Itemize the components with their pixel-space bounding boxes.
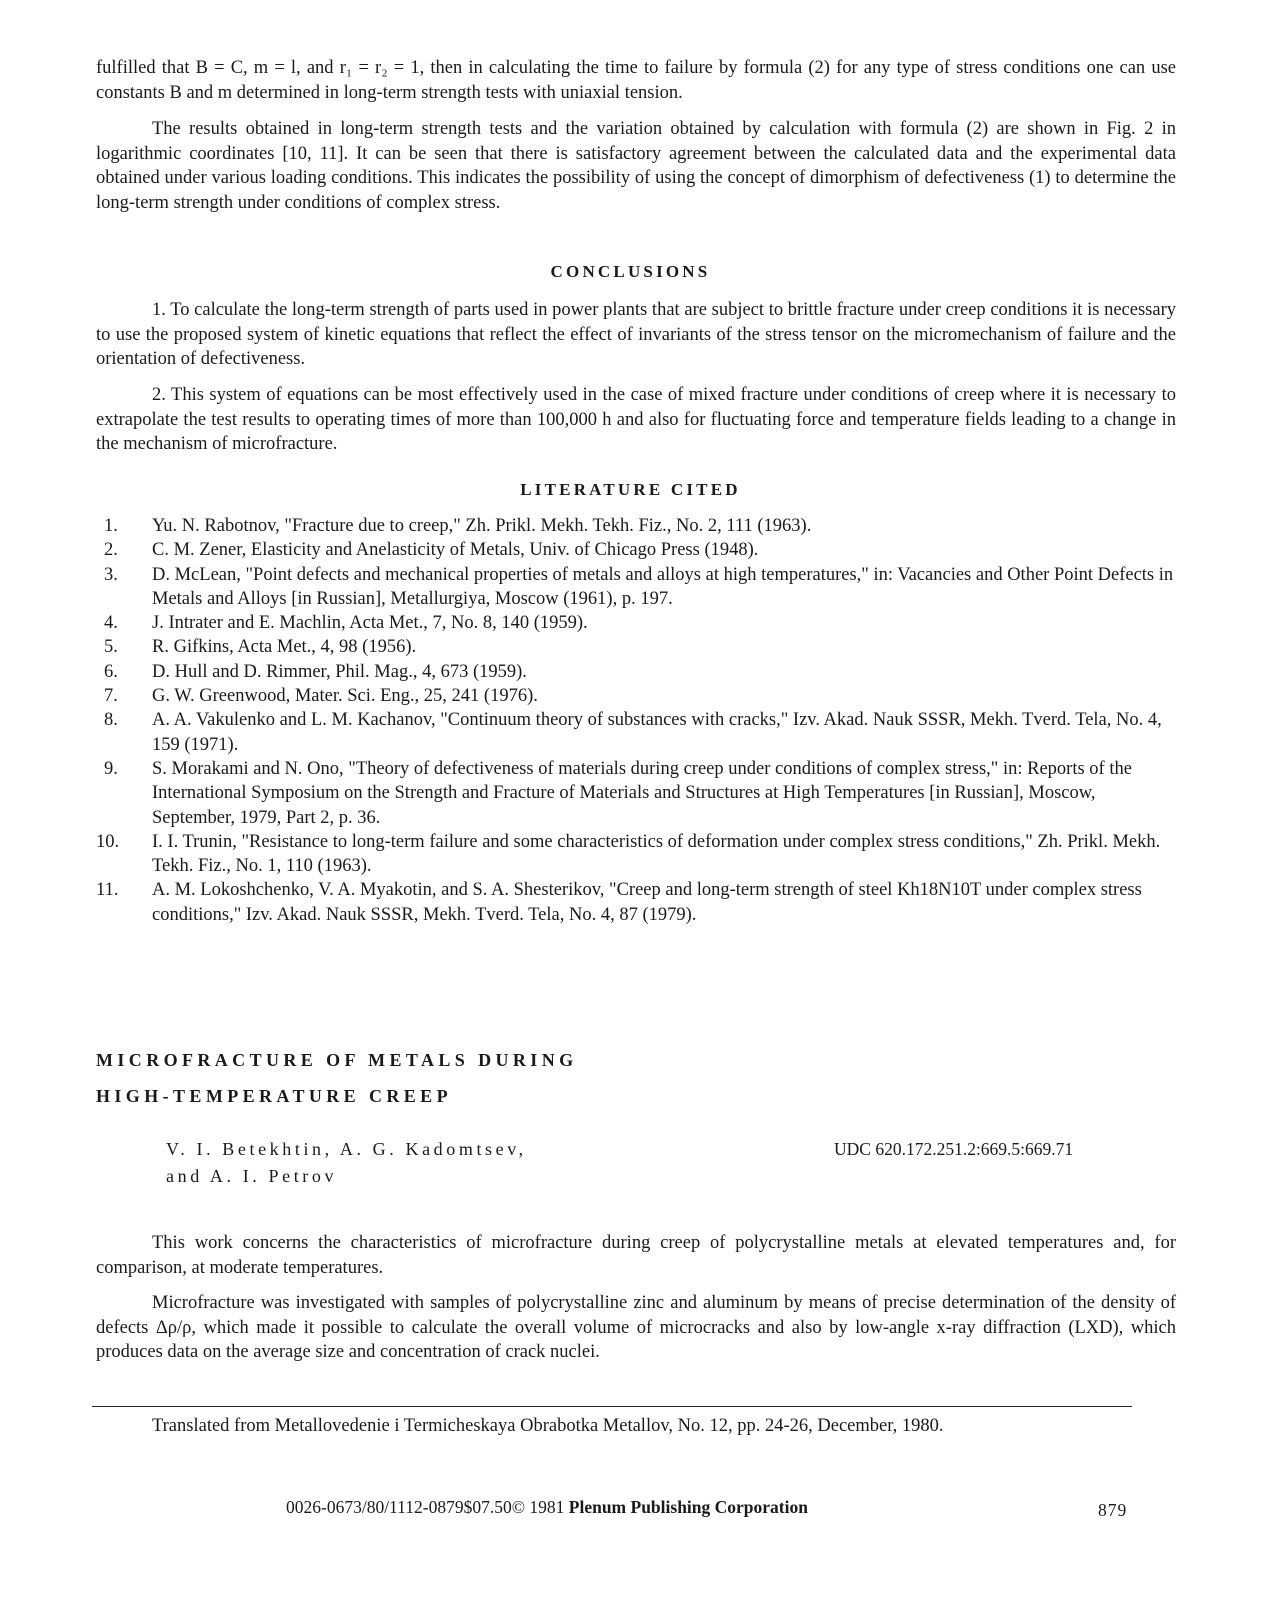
publisher-name: Plenum Publishing Corporation	[568, 1497, 808, 1517]
reference-number: 11.	[96, 880, 119, 901]
reference-number: 8.	[104, 710, 118, 731]
article-title-line-1: MICROFRACTURE OF METALS DURING	[96, 1050, 578, 1070]
reference-item	[96, 757, 1176, 830]
reference-text: A. M. Lokoshchenko, V. A. Myakotin, and S. A. Shesterikov, "Creep and long-term strength of steel Kh18N10T under complex stress conditions," Izv. Akad. Nauk SSSR, Mekh. Tverd. Tela, No. 4, 87 (1979).	[152, 880, 1142, 925]
intro-paragraph-1: fulfilled that B = C, m = l, and r₁ = r₂ = 1, then in calculating the time to failure by formula (2) for any type of stress conditions one can use constants B and m determined in long-term strength tests with uniaxial tension.	[96, 58, 1176, 103]
intro-paragraph-2: The results obtained in long-term strength tests and the variation obtained by calculation with formula (2) are shown in Fig. 2 in logarithmic coordinates [10, 11]. It can be seen that there is satisfactory agreement between the calculated data and the experimental data obtained under various loading conditions. This indicates the possibility of using the concept of dimorphism of defectiveness (1) to determine the long-term strength under conditions of complex stress.	[96, 119, 1176, 213]
reference-item	[96, 708, 1176, 757]
reference-list	[96, 514, 1176, 927]
authors-line-1: V. I. Betekhtin, A. G. Kadomtsev,	[166, 1139, 527, 1159]
reference-item	[96, 514, 1176, 538]
abstract-paragraph-1: This work concerns the characteristics of microfracture during creep of polycrystalline metals at elevated temperatures and, for comparison, at moderate temperatures.	[96, 1233, 1176, 1278]
reference-item	[96, 660, 1176, 684]
reference-text: D. Hull and D. Rimmer, Phil. Mag., 4, 673 (1959).	[152, 661, 527, 682]
reference-text: S. Morakami and N. Ono, "Theory of defectiveness of materials during creep under conditions of complex stress," in: Reports of the International Symposium on the Strength and Fracture of Materials and Structures at High Temperatures [in Russian], Moscow, September, 1979, Part 2, p. 36.	[152, 758, 1132, 828]
reference-item	[96, 830, 1176, 879]
reference-number: 10.	[96, 831, 120, 852]
conclusion-item-2: 2. This system of equations can be most effectively used in the case of mixed fracture under conditions of creep where it is necessary to extrapolate the test results to operating times of more than 100,000 h and also for fluctuating force and temperature fields leading to a change in the mechanism of microfracture.	[96, 385, 1176, 455]
reference-item	[96, 611, 1176, 635]
reference-number: 4.	[104, 613, 118, 634]
abstract-paragraph-2: Microfracture was investigated with samples of polycrystalline zinc and aluminum by means of precise determination of the density of defects Δρ/ρ, which made it possible to calculate the overall volume of microcracks and also by low-angle x-ray diffraction (LXD), which produces data on the average size and concentration of crack nuclei.	[96, 1293, 1176, 1363]
reference-item	[96, 635, 1176, 659]
conclusions-heading: CONCLUSIONS	[550, 262, 711, 281]
reference-text: C. M. Zener, Elasticity and Anelasticity of Metals, Univ. of Chicago Press (1948).	[152, 540, 759, 561]
reference-item	[96, 878, 1176, 927]
reference-text: G. W. Greenwood, Mater. Sci. Eng., 25, 241 (1976).	[152, 686, 538, 707]
reference-number: 3.	[104, 564, 118, 585]
reference-text: Yu. N. Rabotnov, "Fracture due to creep," Zh. Prikl. Mekh. Tekh. Fiz., No. 2, 111 (1963).	[152, 516, 812, 536]
reference-text: R. Gifkins, Acta Met., 4, 98 (1956).	[152, 637, 417, 658]
reference-number: 1.	[104, 516, 118, 536]
literature-heading: LITERATURE CITED	[520, 480, 741, 499]
article-title-line-2: HIGH-TEMPERATURE CREEP	[96, 1086, 452, 1106]
article-authors	[166, 1136, 527, 1190]
udc-code: UDC 620.172.251.2:669.5:669.71	[834, 1139, 1074, 1159]
reference-text: A. A. Vakulenko and L. M. Kachanov, "Continuum theory of substances with cracks," Izv. Akad. Nauk SSSR, Mekh. Tverd. Tela, No. 4, 159 (1971).	[152, 710, 1162, 755]
authors-line-2: and A. I. Petrov	[166, 1166, 338, 1186]
reference-number: 5.	[104, 637, 118, 658]
reference-number: 6.	[104, 661, 118, 682]
copyright-line	[286, 1497, 808, 1518]
reference-number: 2.	[104, 540, 118, 561]
reference-item	[96, 563, 1176, 612]
conclusion-item-1: 1. To calculate the long-term strength of parts used in power plants that are subject to brittle fracture under creep conditions it is necessary to use the proposed system of kinetic equations that reflect the effect of invariants of the stress tensor on the micromechanism of failure and the orientation of defectiveness.	[96, 300, 1176, 370]
page-number: 879	[1098, 1500, 1128, 1520]
footnote-divider	[92, 1406, 1132, 1407]
translation-footnote: Translated from Metallovedenie i Termicheskaya Obrabotka Metallov, No. 12, pp. 24-26, December, 1980.	[152, 1416, 944, 1436]
reference-text: J. Intrater and E. Machlin, Acta Met., 7, No. 8, 140 (1959).	[152, 613, 588, 634]
reference-item	[96, 684, 1176, 708]
reference-text: I. I. Trunin, "Resistance to long-term failure and some characteristics of deformation under complex stress conditions," Zh. Prikl. Mekh. Tekh. Fiz., No. 1, 110 (1963).	[152, 831, 1161, 877]
reference-text: D. McLean, "Point defects and mechanical properties of metals and alloys at high temperatures," in: Vacancies and Other Point Defects in Metals and Alloys [in Russian], Metallurgiya, Moscow (1961), p. 197.	[152, 564, 1174, 609]
reference-number: 7.	[104, 686, 118, 707]
reference-item	[96, 538, 1176, 562]
reference-number: 9.	[104, 758, 118, 779]
copyright-code: 0026-0673/80/1112-0879$07.50© 1981	[286, 1497, 569, 1517]
